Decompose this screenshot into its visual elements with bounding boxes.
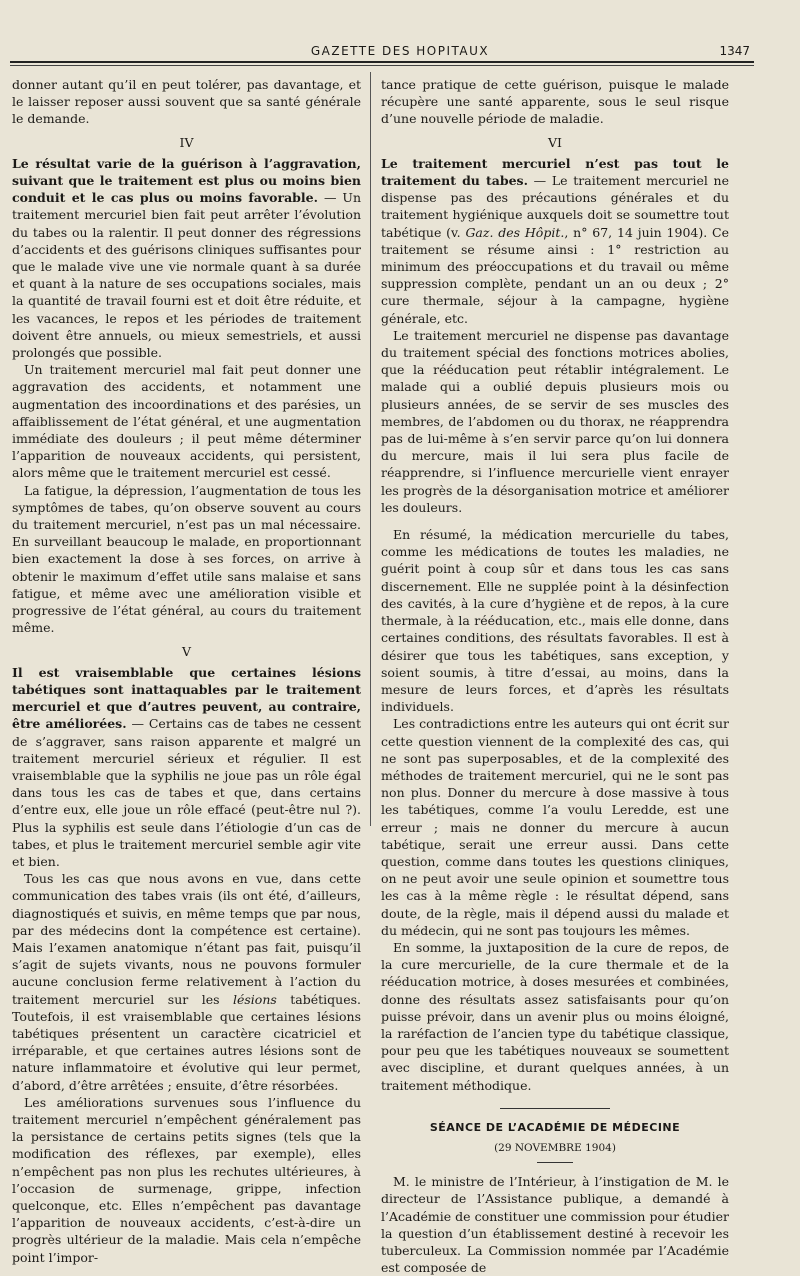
lead-statement: Le traitement mercuriel n’est pas tout le traitement du tabes. (381, 155, 729, 189)
emphasis: lésions (232, 991, 277, 1007)
paragraph: Les améliorations survenues sous l’influence du traitement mercuriel n’empêchent généralement pas la persistance de certains petits signes (tels que la modification des réflexes, par exemple), elles n’empêchent pas non plus les rechutes ultérieures, à l’occasion de surmenage, grippe, infection quelconque, etc. Elles n’empêchent pas davantage l’apparition de nouveaux accidents, c’est-à-dire un progrès ultérieur de la maladie. Mais cela n’empêche point l’impor- (12, 1094, 361, 1265)
journal-title: GAZETTE DES HOPITAUX (310, 44, 490, 58)
section-heading-iv: IV (179, 134, 194, 150)
paragraph-gap (381, 516, 729, 526)
lead-statement: Le résultat varie de la guérison à l’aggravation, suivant que le traitement est plus ou moins bien conduit et le cas plus ou moins favorable. (12, 155, 361, 206)
section-heading-vi: VI (548, 134, 562, 150)
paragraph (381, 155, 729, 327)
paragraph (12, 155, 361, 361)
section-heading-v: V (181, 643, 192, 659)
paragraph: donner autant qu’il en peut tolérer, pas davantage, et le laisser reposer aussi souvent que sa santé générale le demande. (12, 77, 361, 127)
paragraph: Un traitement mercuriel mal fait peut donner une aggravation des accidents, et notamment une augmentation des incoordinations et des parésies, un affaiblissement de l’état général, et une augmentation immédiate des douleurs ; il peut même déterminer l’apparition de nouveaux accidents, qui persistent, alors même que le traitement mercuriel est cessé. (12, 362, 361, 481)
paragraph-text: — Le traitement mercuriel ne dispense pas des précautions générales et du traitement hygiénique auxquels doit se soumettre tout tabétique (v. (381, 173, 729, 240)
paragraph: Les contradictions entre les auteurs qui ont écrit sur cette question viennent de la complexité des cas, qui ne sont pas superposables, et de la complexité des méthodes de traitement mercuriel, qui ne le sont pas non plus. Donner du mercure à dose massive à tous les tabétiques, comme l’a voulu Leredde, est une erreur ; mais ne donner du mercure à aucun tabétique, serait une erreur aussi. Dans cette question, comme dans toutes les questions cliniques, on ne peut avoir une seule opinion et soumettre tous les cas à la même règle : le résultat dépend, sans doute, de la règle, mais il dépend aussi du malade et du médecin, qui ne sont pas toujours les mêmes. (381, 716, 729, 938)
paragraph-text: tabétiques. Toutefois, il est vraisemblable que certaines lésions tabétiques présentent un caractère cicatriciel et irréparable, et que certaines autres lésions sont de nature inflammatoire et évolutive qui leur permet, d’abord, d’être arrêtées ; ensuite, d’être résorbées. (12, 991, 362, 1093)
column-divider (370, 72, 371, 826)
left-column (12, 76, 361, 1266)
paragraph-text: Tous les cas que nous avons en vue, dans cette communication des tabes vrais (ils ont été, d’ailleurs, diagnostiqués et suivis, en même temps que par nous, par des médecins dont la compétence est certaine). Mais l’examen anatomique n’étant pas fait, puisqu’il s’agit de sujets vivants, nous ne pouvons formuler aucune conclusion ferme relativement à l’action du traitement mercuriel sur les (12, 871, 361, 1007)
paragraph: En somme, la juxtaposition de la cure de repos, de la cure mercurielle, de la cure thermale et de la rééducation motrice, à doses mesurées et combinées, donne des résultats assez satisfaisants pour qu’on puisse prévoir, dans un avenir plus ou moins éloigné, la raréfaction de l’ancien type du tabétique classique, pour peu que les tabétiques nouveaux se soumettent avec discipline, et durant quelques années, à un traitement méthodique. (381, 939, 729, 1093)
academy-date: (29 NOVEMBRE 1904) (494, 1141, 616, 1154)
paragraph (12, 870, 361, 1094)
academy-heading: SÉANCE DE L’ACADÉMIE DE MÉDECINE (429, 1120, 681, 1134)
header-rule-thin (10, 65, 754, 66)
paragraph: En résumé, la médication mercurielle du tabes, comme les médications de toutes les maladies, ne guérit point à coup sûr et dans tous les cas sans discernement. Elle ne supplée point à la désinfection des cavités, à la cure d’hygiène et de repos, à la cure thermale, à la rééducation, etc., mais elle donne, dans certaines conditions, des résultats favorables. Il est à désirer que tous les tabétiques, sans exception, y soient soumis, à titre d’essai, au moins, dans la mesure de leurs forces, et d’après les résultats individuels. (381, 527, 729, 715)
paragraph: La fatigue, la dépression, l’augmentation de tous les symptômes de tabes, qu’on observe souvent au cours du traitement mercuriel, n’est pas un mal nécessaire. En surveillant beaucoup le malade, en proportionnant bien exactement la dose à ses forces, on arrive à obtenir le maximum d’effet utile sans malaise et sans fatigue, et même avec une amélioration visible et progressive de l’état général, au cours du traitement même. (12, 482, 361, 636)
right-column (381, 76, 729, 1276)
paragraph (12, 664, 361, 870)
paragraph-text: — Un traitement mercuriel bien fait peut arrêter l’évolution du tabes ou la ralentir. Il peut donner des régressions d’accidents et des guérisons cliniques suffisantes pour que le malade vive une vie normale quant à sa durée et quant à la nature de ses occupations sociales, mais la quantité de travail fourni est et doit être réduite, et les vacances, le repos et les périodes de traitement doivent être annuels, ou mieux semestriels, et aussi prolongés que possible. (12, 190, 361, 361)
section-separator (500, 1108, 610, 1109)
citation: Gaz. des Hôpit. (465, 224, 565, 240)
paragraph: tance pratique de cette guérison, puisque le malade récupère une santé apparente, sous le seul risque d’une nouvelle période de maladie. (381, 77, 729, 127)
paragraph: Le traitement mercuriel ne dispense pas davantage du traitement spécial des fonctions motrices abolies, que la rééducation peut rétablir intégralement. Le malade qui a oublié depuis plusieurs mois ou plusieurs années, de se servir de ses muscles des membres, de l’abdomen ou du thorax, ne réapprendra pas de lui-même à s’en servir parce qu’on lui donnera du mercure, mais il lui sera plus facile de réapprendre, si l’influence mercurielle vient enrayer les progrès de la désorganisation motrice et améliorer les douleurs. (381, 327, 729, 515)
paragraph-text: — Certains cas de tabes ne cessent de s’aggraver, sans raison apparente et malgré un traitement mercuriel sérieux et régulier. Il est vraisemblable que la syphilis ne joue pas un rôle égal dans tous les cas de tabes et que, dans certains d’entre eux, elle joue un rôle effacé (peut-être nul ?). Plus la syphilis est seule dans l’étiologie d’un cas de tabes, et plus le traitement mercuriel semble agir vite et bien. (12, 716, 361, 869)
lead-statement: Il est vraisemblable que certaines lésions tabétiques sont inattaquables par le traitement mercuriel et que d’autres peuvent, au contraire, être améliorées. (12, 664, 361, 732)
short-separator (537, 1162, 573, 1163)
paragraph-text: , n° 67, 14 juin 1904). Ce traitement se résume ainsi : 1° restriction au minimum des préoccupations et du travail ou même suppression complète, pendant un an ou deux ; 2° cure thermale, séjour à la campagne, hygiène générale, etc. (381, 224, 729, 326)
page-header (0, 0, 800, 72)
paragraph: M. le ministre de l’Intérieur, à l’instigation de M. le directeur de l’Assistance publique, a demandé à l’Académie de constituer une commission pour étudier la question d’un établissement destiné à recevoir les tuberculeux. La Commission nommée par l’Académie est composée de (381, 1174, 729, 1276)
header-rule-thick (10, 61, 754, 63)
page-number: 1347 (719, 44, 750, 58)
